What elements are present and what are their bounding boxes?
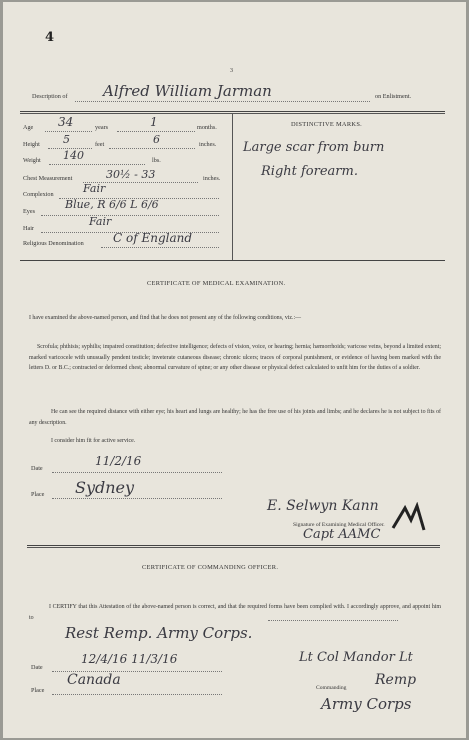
field-unit: years bbox=[95, 124, 109, 131]
field-value: 140 bbox=[63, 149, 84, 162]
field-unit: feet bbox=[95, 141, 105, 148]
distinctive-marks-heading: DISTINCTIVE MARKS. bbox=[291, 121, 363, 128]
medical-intro: I have examined the above-named person, and find that he does not present any of the following conditions, viz.:— bbox=[29, 315, 302, 321]
commanding-text: I CERTIFY that this Attestation of the above-named person is correct, and that the required forms have been complied with. I accordingly approve, and appoint him to bbox=[29, 604, 441, 621]
medical-place-value: Sydney bbox=[75, 478, 135, 497]
field-label: Hair bbox=[23, 225, 34, 232]
medical-officer-rank: Capt AAMC bbox=[303, 527, 381, 542]
medical-signature-caption: Signature of Examining Medical Officer. bbox=[293, 522, 385, 528]
commanding-heading: CERTIFICATE OF COMMANDING OFFICER. bbox=[142, 564, 279, 571]
commanding-date-value: 12/4/16 11/3/16 bbox=[81, 652, 178, 666]
appointed-unit: Rest Remp. Army Corps. bbox=[65, 624, 253, 642]
commanding-label: Commanding bbox=[316, 685, 347, 691]
enlistee-name: Alfred William Jarman bbox=[103, 82, 272, 100]
page-number: 4 bbox=[45, 30, 55, 45]
commanding-place-value: Canada bbox=[67, 672, 121, 688]
distinctive-marks-line-1: Large scar from burn bbox=[243, 140, 385, 155]
field-label: Eyes bbox=[23, 208, 36, 215]
medical-fit: I consider him fit for active service. bbox=[51, 438, 136, 444]
medical-heading: CERTIFICATE OF MEDICAL EXAMINATION. bbox=[147, 280, 286, 287]
description-prefix: Description of bbox=[32, 93, 68, 100]
medical-date-label: Date bbox=[31, 465, 43, 472]
distinctive-marks-line-2: Right forearm. bbox=[261, 164, 358, 179]
signature-flourish bbox=[391, 502, 427, 534]
commanding-unit: Remp bbox=[375, 672, 417, 688]
field-label: Religious Denomination bbox=[23, 240, 84, 247]
field-value: 6 bbox=[153, 133, 160, 146]
commanding-officer-signature: Lt Col Mandor Lt bbox=[299, 650, 413, 665]
medical-conditions: Scrofula; phthisis; syphilis; impaired constitution; defective intelligence; defects of vision, voice, or hearing; hernia; hæmorrhoids; varicose veins, beyond a limited extent; marked varicocele with unusually pendent testicle; inveterate cutaneous disease; chronic ulcers; traces of corporal punishment, or evidence of having been marked with the letters D. or B.C.; contracted or deformed chest; abnormal curvature of spine; or any other disease or physical defect calculated to unfit him for the duties of a soldier. bbox=[29, 344, 441, 372]
field-unit: lbs. bbox=[152, 157, 161, 164]
field-value: 1 bbox=[150, 115, 158, 129]
field-value: Fair bbox=[83, 182, 106, 195]
field-value: 5 bbox=[63, 133, 70, 146]
commanding-date-label: Date bbox=[31, 664, 43, 671]
medical-date-value: 11/2/16 bbox=[95, 454, 142, 468]
field-value: C of England bbox=[113, 231, 193, 245]
description-suffix: on Enlistment. bbox=[375, 93, 412, 100]
field-label: Chest Measurement bbox=[23, 175, 73, 182]
medical-officer-signature: E. Selwyn Kann bbox=[267, 498, 379, 514]
commanding-place-label: Place bbox=[31, 687, 45, 694]
field-label: Height bbox=[23, 141, 40, 148]
medical-vision: He can see the required distance with either eye; his heart and lungs are healthy; he has the free use of his joints and limbs; and he declares he is not subject to fits of any description. bbox=[29, 409, 441, 426]
field-unit: months. bbox=[197, 124, 217, 131]
field-value: Blue, R 6/6 L 6/6 bbox=[65, 198, 159, 211]
field-label: Age bbox=[23, 124, 34, 131]
field-unit: inches. bbox=[203, 175, 221, 182]
field-value: Fair bbox=[89, 215, 112, 228]
field-label: Weight bbox=[23, 157, 41, 164]
field-value: 30½ - 33 bbox=[106, 168, 156, 181]
commanding-unit-2: Army Corps bbox=[321, 695, 412, 713]
field-label: Complexion bbox=[23, 191, 54, 198]
field-unit: inches. bbox=[199, 141, 217, 148]
field-value: 34 bbox=[58, 115, 74, 129]
medical-place-label: Place bbox=[31, 491, 45, 498]
attestation-page bbox=[3, 2, 466, 738]
sub-page-number: 3 bbox=[230, 68, 233, 74]
